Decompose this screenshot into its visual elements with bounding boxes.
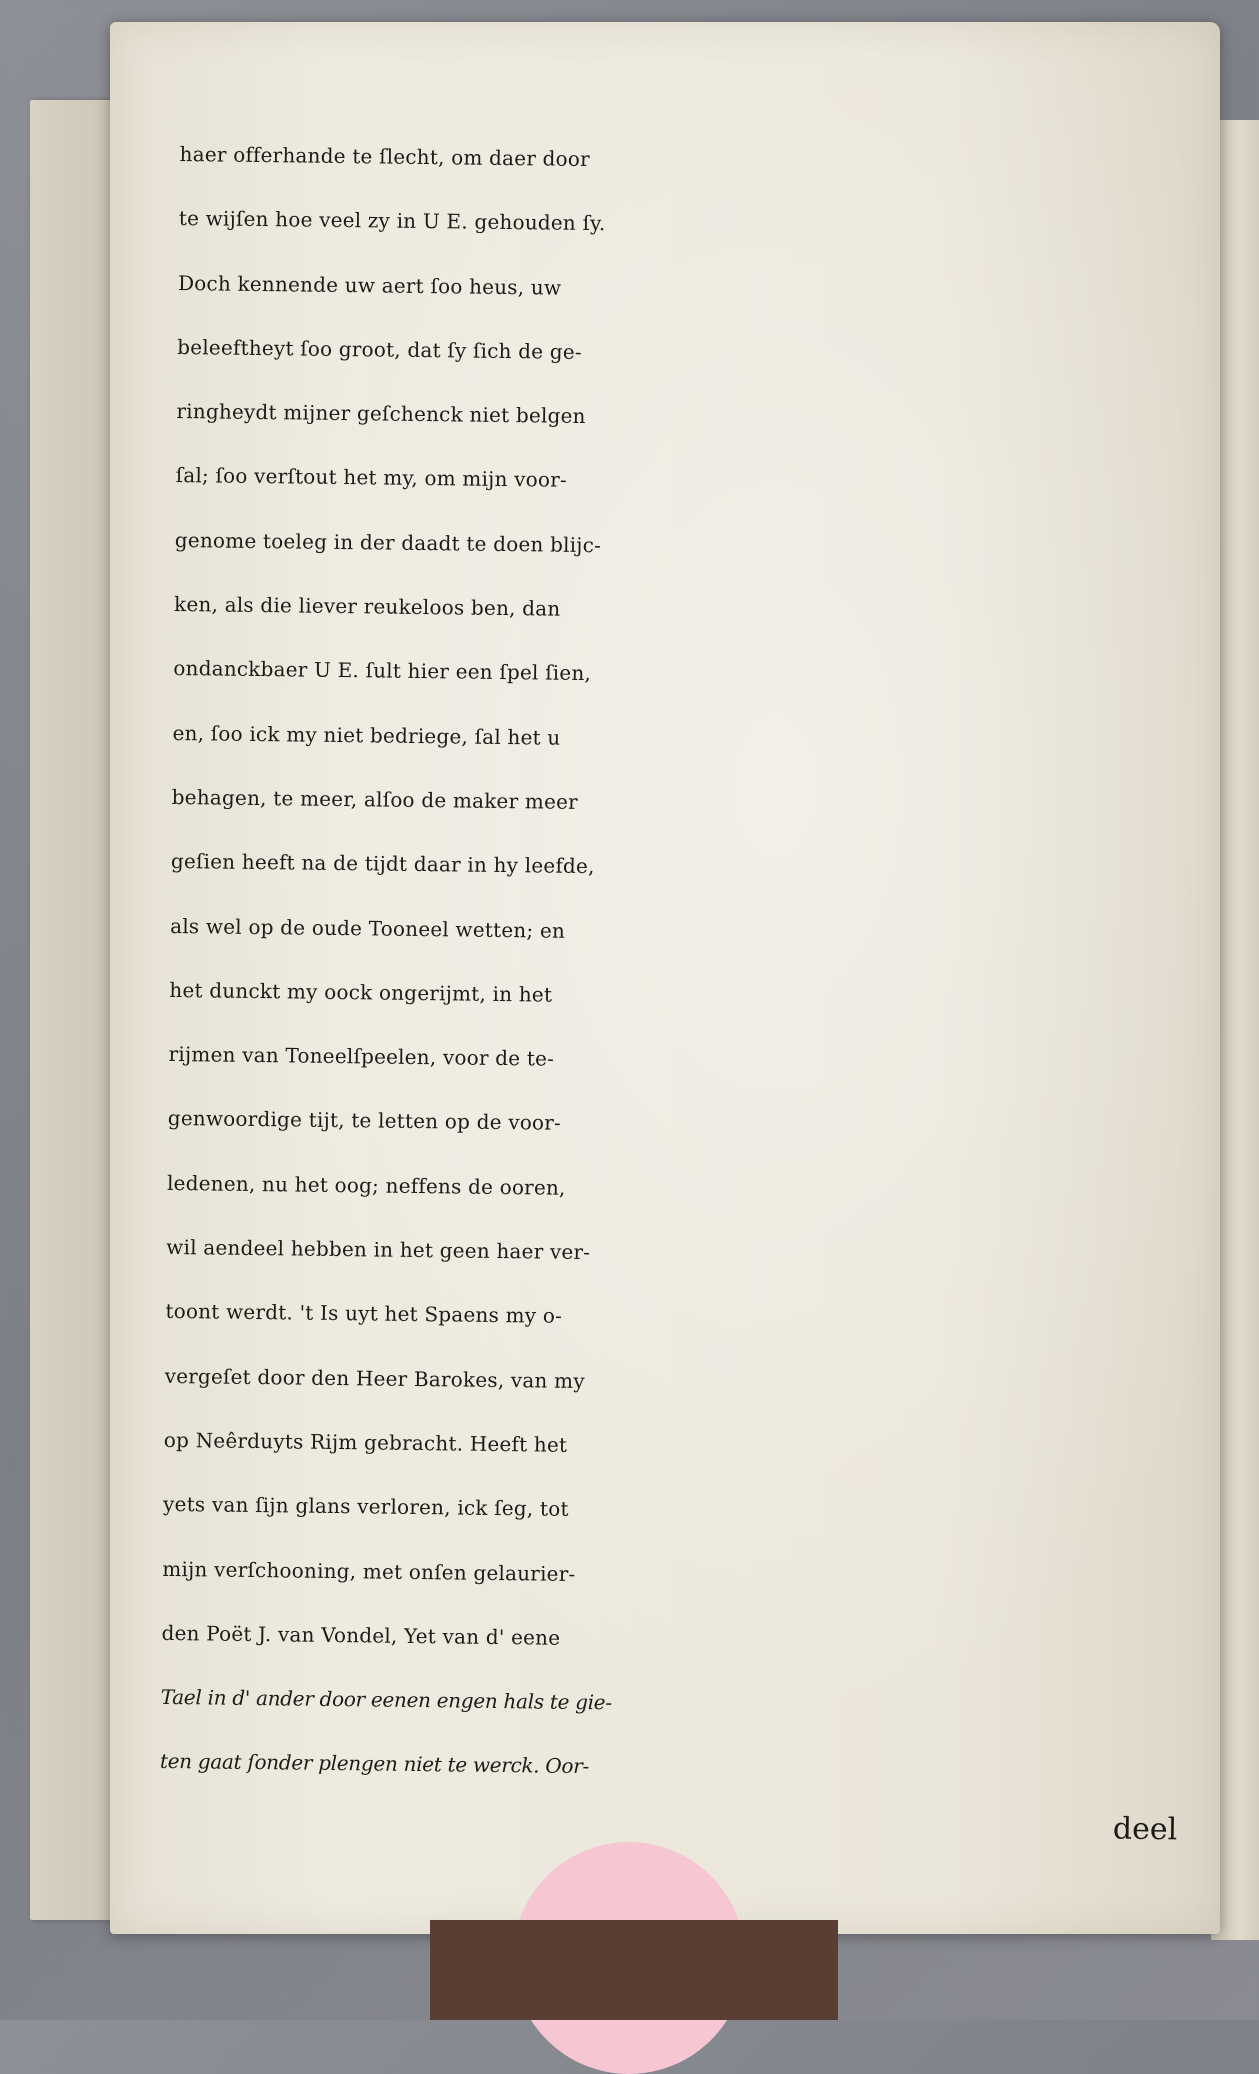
text-line: beleeftheyt ſoo groot, dat ſy ſich de ge-	[177, 334, 582, 364]
text-line: den Poët J. van Vondel, Yet van d' eene	[161, 1620, 561, 1650]
text-line-italic: ten gaat ſonder plengen niet te werck. Oor-	[159, 1749, 590, 1779]
page-text	[159, 122, 1190, 1854]
text-line-italic: Tael in d' ander door eenen engen hals te gie-	[160, 1685, 612, 1715]
text-line: geſien heeft na de tijdt daar in hy leefde,	[170, 849, 595, 879]
text-line: ſal; ſoo verſtout het my, om mijn voor-	[175, 463, 568, 493]
text-line: behagen, te meer, alſoo de maker meer	[171, 784, 579, 814]
text-line: en, ſoo ick my niet bedriege, ſal het u	[172, 720, 561, 750]
text-line: genwoordige tijt, te letten op de voor-	[167, 1106, 562, 1136]
text-line: toont werdt. 't Is uyt het Spaens my o-	[165, 1299, 563, 1329]
text-line: wil aendeel hebben in het geen haer ver-	[166, 1234, 591, 1265]
text-line: genome toeleg in der daadt te doen blijc-	[174, 527, 602, 557]
text-line: op Neêrduyts Rijm gebracht. Heeft het	[163, 1427, 568, 1457]
text-line: yets van ſijn glans verloren, ick ſeg, tot	[162, 1492, 569, 1522]
text-line: ondanckbaer U E. ſult hier een ſpel ſien,	[173, 656, 592, 686]
catchword: deel	[1112, 1811, 1178, 1848]
text-line: ledenen, nu het oog; neffens de ooren,	[166, 1170, 566, 1200]
text-line: het dunckt my oock ongerijmt, in het	[169, 977, 553, 1007]
brown-bar-marker	[430, 1920, 838, 2020]
text-line: vergeſet door den Heer Barokes, van my	[164, 1363, 585, 1393]
text-line: ken, als die liever reukeloos ben, dan	[173, 592, 561, 621]
text-line: rijmen van Toneelſpeelen, voor de te-	[168, 1042, 555, 1071]
book-page	[110, 22, 1220, 1934]
text-line: mijn verſchooning, met onſen gelaurier-	[162, 1556, 576, 1586]
text-line: Doch kennende uw aert ſoo heus, uw	[177, 270, 562, 300]
text-line: als wel op de oude Tooneel wetten; en	[170, 913, 566, 943]
text-line: ringheydt mijner geſchenck niet belgen	[176, 399, 586, 429]
text-line: te wijſen hoe veel zy in U E. gehouden ſy.	[178, 206, 606, 236]
text-line: haer offerhande te ſlecht, om daer door	[179, 141, 591, 172]
